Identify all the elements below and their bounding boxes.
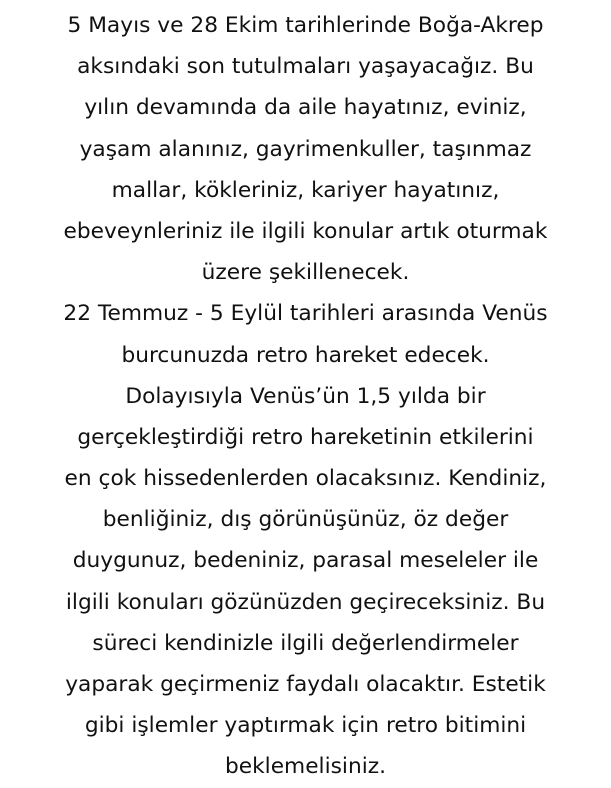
text-line: en çok hissedenlerden olacaksınız. Kendiniz, bbox=[64, 466, 547, 492]
text-line: duygunuz, bedeniniz, parasal meseleler ile bbox=[72, 548, 539, 574]
text-line: ebeveynleriniz ile ilgili konular artık oturmak bbox=[63, 218, 548, 244]
text-line: 22 Temmuz - 5 Eylül tarihleri arasında Venüs bbox=[63, 301, 548, 327]
text-line: 5 Mayıs ve 28 Ekim tarihlerinde Boğa-Akrep bbox=[67, 13, 544, 38]
text-line: benliğiniz, dış görünüşünüz, öz değer bbox=[102, 507, 509, 533]
text-line: yaparak geçirmeniz faydalı olacaktır. Estetik bbox=[65, 672, 546, 697]
text-line: ilgili konuları gözünüzden geçireceksiniz. Bu bbox=[65, 589, 546, 615]
text-line: gibi işlemler yaptırmak için retro bitimini bbox=[84, 713, 527, 739]
text-line: üzere şekillenecek. bbox=[201, 260, 410, 286]
text-line: aksındaki son tutulmaları yaşayacağız. Bu bbox=[77, 54, 534, 80]
text-line: gerçekleştirdiği retro hareketinin etkilerini bbox=[77, 424, 534, 450]
text-line: yılın devamında da aile hayatınız, eviniz, bbox=[84, 95, 527, 121]
text-line: Dolayısıyla Venüs’ün 1,5 yılda bir bbox=[125, 383, 486, 409]
text-line: süreci kendinizle ilgili değerlendirmeler bbox=[92, 630, 519, 656]
text-line: beklemelisiniz. bbox=[224, 754, 387, 780]
text-line: burcunuzda retro hareket edecek. bbox=[121, 342, 490, 368]
text-line: yaşam alanınız, gayrimenkuller, taşınmaz bbox=[79, 136, 532, 162]
text-line: mallar, kökleriniz, kariyer hayatınız, bbox=[111, 177, 500, 203]
